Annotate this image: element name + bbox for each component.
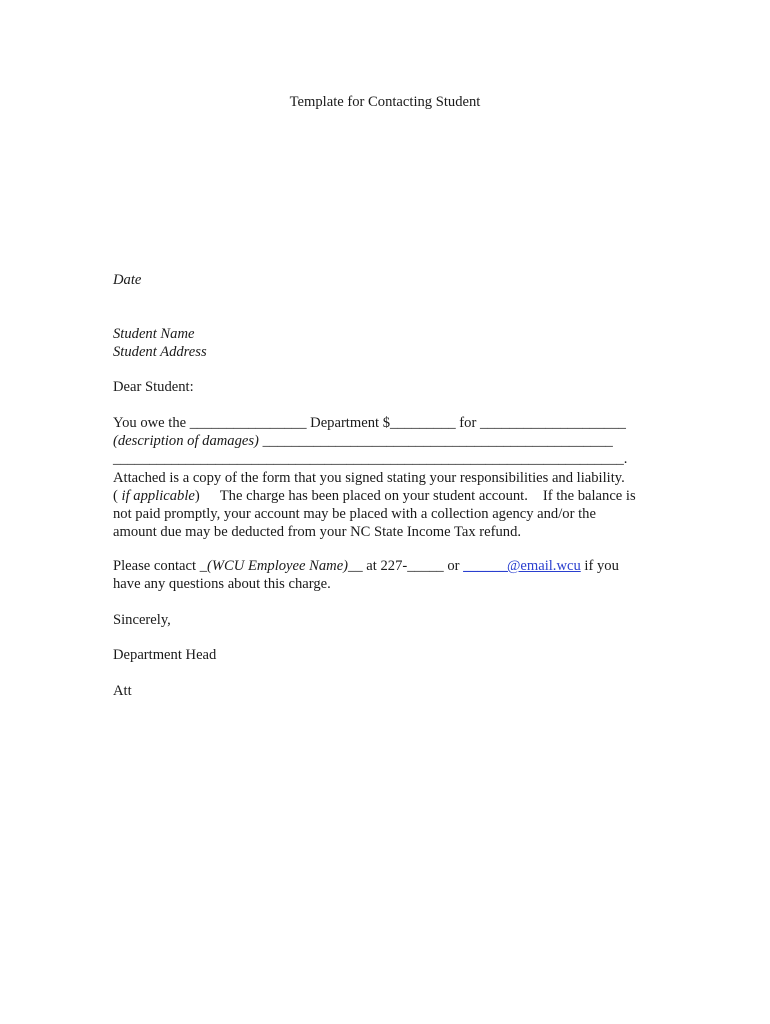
student-name-label: Student Name <box>113 326 195 342</box>
student-address-label: Student Address <box>113 344 207 361</box>
signature-text: Department Head <box>113 647 217 663</box>
closing <box>113 611 658 629</box>
paren-close: ) <box>194 487 200 504</box>
paragraph-contact <box>113 557 658 593</box>
charge-line-5 <box>113 487 658 505</box>
charge-line-2 <box>113 432 658 450</box>
description-of-damages: (description of damages) <box>113 433 259 450</box>
charge-line-6: not paid promptly, your account may be placed with a collection agency and/or the <box>113 506 596 523</box>
paren-open: ( <box>113 487 122 504</box>
date-label: Date <box>113 272 142 288</box>
charge-line-3: ______________________________________________________________________. <box>113 451 628 468</box>
student-info <box>113 325 658 361</box>
closing-text: Sincerely, <box>113 612 171 628</box>
salutation-text: Dear Student: <box>113 379 194 395</box>
if-applicable: if applicable <box>121 487 195 504</box>
contact-suffix: if you <box>580 558 619 574</box>
balance-text: If the balance is <box>542 487 636 504</box>
charge-placed-text: The charge has been placed on your student account. <box>219 487 528 504</box>
contact-phone: __ at 227-_____ or <box>348 558 464 574</box>
wcu-employee-name: (WCU Employee Name) <box>207 558 349 574</box>
charge-line-4: Attached is a copy of the form that you signed stating your responsibilities and liability. <box>113 469 625 486</box>
charge-line-1: You owe the ________________ Department $_________ for ____________________ <box>113 415 626 431</box>
charge-line-2-blank: ________________________________________________ <box>258 433 613 450</box>
charge-line-7: amount due may be deducted from your NC State Income Tax refund. <box>113 524 522 541</box>
signature <box>113 646 658 664</box>
contact-prefix: Please contact _ <box>113 558 208 574</box>
document-title: Template for Contacting Student <box>289 94 481 110</box>
email-link[interactable]: ______@email.wcu <box>463 558 581 574</box>
attachment <box>113 682 658 700</box>
attachment-text: Att <box>113 683 132 699</box>
salutation <box>113 378 658 396</box>
date-line <box>113 271 658 289</box>
contact-line-1 <box>113 557 658 575</box>
contact-line-2: have any questions about this charge. <box>113 576 331 593</box>
paragraph-charge <box>113 414 658 541</box>
